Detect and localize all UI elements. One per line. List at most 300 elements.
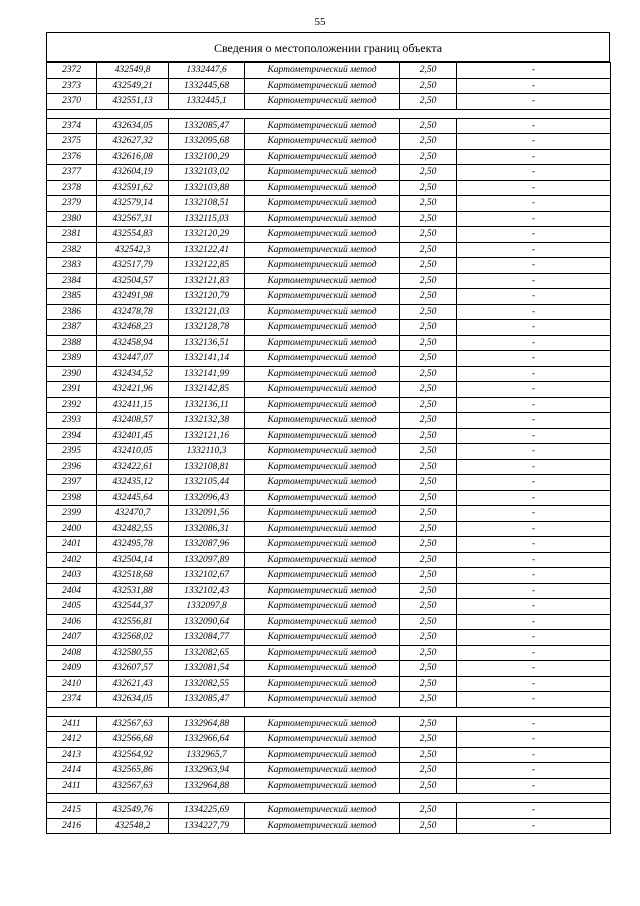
point-number-cell: 2396 bbox=[47, 459, 97, 475]
point-number-cell: 2386 bbox=[47, 304, 97, 320]
point-number-cell: 2406 bbox=[47, 614, 97, 630]
accuracy-cell: 2,50 bbox=[400, 778, 457, 794]
description-cell: - bbox=[457, 444, 611, 460]
accuracy-cell: 2,50 bbox=[400, 661, 457, 677]
accuracy-cell: 2,50 bbox=[400, 78, 457, 94]
description-cell: - bbox=[457, 716, 611, 732]
y-coordinate-cell: 1332115,03 bbox=[169, 211, 245, 227]
table-row bbox=[47, 258, 611, 274]
point-number-cell: 2381 bbox=[47, 227, 97, 243]
x-coordinate-cell: 432504,57 bbox=[97, 273, 169, 289]
method-cell: Картометрический метод bbox=[245, 583, 400, 599]
method-cell: Картометрический метод bbox=[245, 289, 400, 305]
accuracy-cell: 2,50 bbox=[400, 351, 457, 367]
y-coordinate-cell: 1332090,64 bbox=[169, 614, 245, 630]
accuracy-cell: 2,50 bbox=[400, 630, 457, 646]
accuracy-cell: 2,50 bbox=[400, 475, 457, 491]
description-cell: - bbox=[457, 459, 611, 475]
description-cell: - bbox=[457, 63, 611, 79]
point-number-cell: 2374 bbox=[47, 692, 97, 708]
method-cell: Картометрический метод bbox=[245, 803, 400, 819]
description-cell: - bbox=[457, 397, 611, 413]
x-coordinate-cell: 432504,14 bbox=[97, 552, 169, 568]
description-cell: - bbox=[457, 413, 611, 429]
table-row bbox=[47, 196, 611, 212]
x-coordinate-cell: 432470,7 bbox=[97, 506, 169, 522]
table-row bbox=[47, 149, 611, 165]
accuracy-cell: 2,50 bbox=[400, 165, 457, 181]
point-number-cell: 2399 bbox=[47, 506, 97, 522]
point-number-cell: 2411 bbox=[47, 716, 97, 732]
x-coordinate-cell: 432422,61 bbox=[97, 459, 169, 475]
x-coordinate-cell: 432401,45 bbox=[97, 428, 169, 444]
method-cell: Картометрический метод bbox=[245, 778, 400, 794]
table-row bbox=[47, 475, 611, 491]
x-coordinate-cell: 432616,08 bbox=[97, 149, 169, 165]
description-cell: - bbox=[457, 196, 611, 212]
method-cell: Картометрический метод bbox=[245, 335, 400, 351]
x-coordinate-cell: 432634,05 bbox=[97, 118, 169, 134]
method-cell: Картометрический метод bbox=[245, 506, 400, 522]
description-cell: - bbox=[457, 818, 611, 834]
coordinates-table bbox=[46, 62, 611, 834]
table-row bbox=[47, 397, 611, 413]
x-coordinate-cell: 432468,23 bbox=[97, 320, 169, 336]
method-cell: Картометрический метод bbox=[245, 273, 400, 289]
description-cell: - bbox=[457, 78, 611, 94]
point-number-cell: 2408 bbox=[47, 645, 97, 661]
x-coordinate-cell: 432565,86 bbox=[97, 763, 169, 779]
y-coordinate-cell: 1332120,79 bbox=[169, 289, 245, 305]
accuracy-cell: 2,50 bbox=[400, 537, 457, 553]
description-cell: - bbox=[457, 366, 611, 382]
description-cell: - bbox=[457, 320, 611, 336]
accuracy-cell: 2,50 bbox=[400, 521, 457, 537]
method-cell: Картометрический метод bbox=[245, 366, 400, 382]
y-coordinate-cell: 1332097,89 bbox=[169, 552, 245, 568]
description-cell: - bbox=[457, 568, 611, 584]
point-number-cell: 2375 bbox=[47, 134, 97, 150]
table-row bbox=[47, 716, 611, 732]
page-number: 55 bbox=[314, 16, 326, 28]
method-cell: Картометрический метод bbox=[245, 134, 400, 150]
method-cell: Картометрический метод bbox=[245, 732, 400, 748]
table-row bbox=[47, 521, 611, 537]
y-coordinate-cell: 1332132,38 bbox=[169, 413, 245, 429]
method-cell: Картометрический метод bbox=[245, 475, 400, 491]
accuracy-cell: 2,50 bbox=[400, 211, 457, 227]
accuracy-cell: 2,50 bbox=[400, 413, 457, 429]
y-coordinate-cell: 1332122,41 bbox=[169, 242, 245, 258]
method-cell: Картометрический метод bbox=[245, 645, 400, 661]
x-coordinate-cell: 432548,2 bbox=[97, 818, 169, 834]
table-row bbox=[47, 94, 611, 110]
description-cell: - bbox=[457, 490, 611, 506]
accuracy-cell: 2,50 bbox=[400, 428, 457, 444]
y-coordinate-cell: 1332964,88 bbox=[169, 716, 245, 732]
point-number-cell: 2398 bbox=[47, 490, 97, 506]
point-number-cell: 2407 bbox=[47, 630, 97, 646]
table-row bbox=[47, 459, 611, 475]
point-number-cell: 2380 bbox=[47, 211, 97, 227]
point-number-cell: 2385 bbox=[47, 289, 97, 305]
point-number-cell: 2397 bbox=[47, 475, 97, 491]
accuracy-cell: 2,50 bbox=[400, 366, 457, 382]
point-number-cell: 2393 bbox=[47, 413, 97, 429]
point-number-cell: 2401 bbox=[47, 537, 97, 553]
y-coordinate-cell: 1332096,43 bbox=[169, 490, 245, 506]
method-cell: Картометрический метод bbox=[245, 63, 400, 79]
accuracy-cell: 2,50 bbox=[400, 444, 457, 460]
y-coordinate-cell: 1332122,85 bbox=[169, 258, 245, 274]
y-coordinate-cell: 1332141,14 bbox=[169, 351, 245, 367]
y-coordinate-cell: 1332097,8 bbox=[169, 599, 245, 615]
method-cell: Картометрический метод bbox=[245, 428, 400, 444]
y-coordinate-cell: 1332966,64 bbox=[169, 732, 245, 748]
method-cell: Картометрический метод bbox=[245, 537, 400, 553]
y-coordinate-cell: 1332082,65 bbox=[169, 645, 245, 661]
table-row bbox=[47, 134, 611, 150]
table-row bbox=[47, 180, 611, 196]
description-cell: - bbox=[457, 552, 611, 568]
separator-cell bbox=[47, 707, 611, 716]
point-number-cell: 2410 bbox=[47, 676, 97, 692]
x-coordinate-cell: 432495,78 bbox=[97, 537, 169, 553]
description-cell: - bbox=[457, 537, 611, 553]
accuracy-cell: 2,50 bbox=[400, 94, 457, 110]
point-number-cell: 2383 bbox=[47, 258, 97, 274]
description-cell: - bbox=[457, 803, 611, 819]
table-row bbox=[47, 211, 611, 227]
table-row bbox=[47, 583, 611, 599]
method-cell: Картометрический метод bbox=[245, 599, 400, 615]
x-coordinate-cell: 432435,12 bbox=[97, 475, 169, 491]
description-cell: - bbox=[457, 583, 611, 599]
accuracy-cell: 2,50 bbox=[400, 459, 457, 475]
y-coordinate-cell: 1332963,94 bbox=[169, 763, 245, 779]
description-cell: - bbox=[457, 778, 611, 794]
table-row bbox=[47, 242, 611, 258]
table-row bbox=[47, 63, 611, 79]
accuracy-cell: 2,50 bbox=[400, 645, 457, 661]
method-cell: Картометрический метод bbox=[245, 661, 400, 677]
description-cell: - bbox=[457, 242, 611, 258]
accuracy-cell: 2,50 bbox=[400, 732, 457, 748]
method-cell: Картометрический метод bbox=[245, 320, 400, 336]
point-number-cell: 2390 bbox=[47, 366, 97, 382]
y-coordinate-cell: 1332082,55 bbox=[169, 676, 245, 692]
y-coordinate-cell: 1332108,81 bbox=[169, 459, 245, 475]
description-cell: - bbox=[457, 335, 611, 351]
table-row bbox=[47, 490, 611, 506]
point-number-cell: 2403 bbox=[47, 568, 97, 584]
x-coordinate-cell: 432604,19 bbox=[97, 165, 169, 181]
x-coordinate-cell: 432542,3 bbox=[97, 242, 169, 258]
table-row bbox=[47, 568, 611, 584]
x-coordinate-cell: 432580,55 bbox=[97, 645, 169, 661]
accuracy-cell: 2,50 bbox=[400, 273, 457, 289]
table-row bbox=[47, 289, 611, 305]
accuracy-cell: 2,50 bbox=[400, 716, 457, 732]
description-cell: - bbox=[457, 614, 611, 630]
point-number-cell: 2377 bbox=[47, 165, 97, 181]
table-row bbox=[47, 335, 611, 351]
table-row bbox=[47, 614, 611, 630]
description-cell: - bbox=[457, 227, 611, 243]
x-coordinate-cell: 432566,68 bbox=[97, 732, 169, 748]
point-number-cell: 2416 bbox=[47, 818, 97, 834]
x-coordinate-cell: 432445,64 bbox=[97, 490, 169, 506]
method-cell: Картометрический метод bbox=[245, 78, 400, 94]
method-cell: Картометрический метод bbox=[245, 676, 400, 692]
y-coordinate-cell: 1332091,56 bbox=[169, 506, 245, 522]
point-number-cell: 2414 bbox=[47, 763, 97, 779]
point-number-cell: 2395 bbox=[47, 444, 97, 460]
y-coordinate-cell: 1332965,7 bbox=[169, 747, 245, 763]
table-row bbox=[47, 661, 611, 677]
table-row bbox=[47, 552, 611, 568]
point-number-cell: 2415 bbox=[47, 803, 97, 819]
y-coordinate-cell: 1332102,43 bbox=[169, 583, 245, 599]
y-coordinate-cell: 1332100,29 bbox=[169, 149, 245, 165]
y-coordinate-cell: 1332108,51 bbox=[169, 196, 245, 212]
description-cell: - bbox=[457, 94, 611, 110]
table-row bbox=[47, 273, 611, 289]
point-number-cell: 2388 bbox=[47, 335, 97, 351]
point-number-cell: 2409 bbox=[47, 661, 97, 677]
method-cell: Картометрический метод bbox=[245, 630, 400, 646]
table-row bbox=[47, 351, 611, 367]
y-coordinate-cell: 1332121,16 bbox=[169, 428, 245, 444]
y-coordinate-cell: 1332110,3 bbox=[169, 444, 245, 460]
accuracy-cell: 2,50 bbox=[400, 258, 457, 274]
accuracy-cell: 2,50 bbox=[400, 382, 457, 398]
point-number-cell: 2374 bbox=[47, 118, 97, 134]
method-cell: Картометрический метод bbox=[245, 382, 400, 398]
method-cell: Картометрический метод bbox=[245, 165, 400, 181]
table-row bbox=[47, 537, 611, 553]
y-coordinate-cell: 1332081,54 bbox=[169, 661, 245, 677]
accuracy-cell: 2,50 bbox=[400, 134, 457, 150]
description-cell: - bbox=[457, 118, 611, 134]
contour-separator-row bbox=[47, 707, 611, 716]
point-number-cell: 2412 bbox=[47, 732, 97, 748]
point-number-cell: 2378 bbox=[47, 180, 97, 196]
x-coordinate-cell: 432478,78 bbox=[97, 304, 169, 320]
point-number-cell: 2379 bbox=[47, 196, 97, 212]
contour-separator-row bbox=[47, 794, 611, 803]
description-cell: - bbox=[457, 645, 611, 661]
x-coordinate-cell: 432518,68 bbox=[97, 568, 169, 584]
method-cell: Картометрический метод bbox=[245, 614, 400, 630]
x-coordinate-cell: 432434,52 bbox=[97, 366, 169, 382]
x-coordinate-cell: 432607,57 bbox=[97, 661, 169, 677]
method-cell: Картометрический метод bbox=[245, 490, 400, 506]
description-cell: - bbox=[457, 258, 611, 274]
y-coordinate-cell: 1332142,85 bbox=[169, 382, 245, 398]
table-row bbox=[47, 366, 611, 382]
point-number-cell: 2392 bbox=[47, 397, 97, 413]
x-coordinate-cell: 432549,8 bbox=[97, 63, 169, 79]
x-coordinate-cell: 432567,63 bbox=[97, 716, 169, 732]
accuracy-cell: 2,50 bbox=[400, 304, 457, 320]
x-coordinate-cell: 432549,21 bbox=[97, 78, 169, 94]
x-coordinate-cell: 432544,37 bbox=[97, 599, 169, 615]
table-row bbox=[47, 413, 611, 429]
table-row bbox=[47, 818, 611, 834]
y-coordinate-cell: 1332102,67 bbox=[169, 568, 245, 584]
table-row bbox=[47, 676, 611, 692]
x-coordinate-cell: 432410,05 bbox=[97, 444, 169, 460]
point-number-cell: 2405 bbox=[47, 599, 97, 615]
description-cell: - bbox=[457, 428, 611, 444]
method-cell: Картометрический метод bbox=[245, 413, 400, 429]
method-cell: Картометрический метод bbox=[245, 763, 400, 779]
point-number-cell: 2370 bbox=[47, 94, 97, 110]
x-coordinate-cell: 432482,55 bbox=[97, 521, 169, 537]
x-coordinate-cell: 432458,94 bbox=[97, 335, 169, 351]
table-row bbox=[47, 227, 611, 243]
accuracy-cell: 2,50 bbox=[400, 599, 457, 615]
method-cell: Картометрический метод bbox=[245, 692, 400, 708]
accuracy-cell: 2,50 bbox=[400, 568, 457, 584]
accuracy-cell: 2,50 bbox=[400, 335, 457, 351]
y-coordinate-cell: 1332086,31 bbox=[169, 521, 245, 537]
separator-cell bbox=[47, 794, 611, 803]
method-cell: Картометрический метод bbox=[245, 397, 400, 413]
accuracy-cell: 2,50 bbox=[400, 227, 457, 243]
x-coordinate-cell: 432567,31 bbox=[97, 211, 169, 227]
y-coordinate-cell: 1332447,6 bbox=[169, 63, 245, 79]
x-coordinate-cell: 432411,15 bbox=[97, 397, 169, 413]
point-number-cell: 2400 bbox=[47, 521, 97, 537]
point-number-cell: 2389 bbox=[47, 351, 97, 367]
description-cell: - bbox=[457, 289, 611, 305]
x-coordinate-cell: 432568,02 bbox=[97, 630, 169, 646]
method-cell: Картометрический метод bbox=[245, 459, 400, 475]
y-coordinate-cell: 1332128,78 bbox=[169, 320, 245, 336]
accuracy-cell: 2,50 bbox=[400, 583, 457, 599]
y-coordinate-cell: 1332103,88 bbox=[169, 180, 245, 196]
y-coordinate-cell: 1332085,47 bbox=[169, 692, 245, 708]
y-coordinate-cell: 1334227,79 bbox=[169, 818, 245, 834]
table-row bbox=[47, 763, 611, 779]
method-cell: Картометрический метод bbox=[245, 149, 400, 165]
y-coordinate-cell: 1332964,88 bbox=[169, 778, 245, 794]
accuracy-cell: 2,50 bbox=[400, 397, 457, 413]
table-row bbox=[47, 630, 611, 646]
y-coordinate-cell: 1332087,96 bbox=[169, 537, 245, 553]
y-coordinate-cell: 1332445,1 bbox=[169, 94, 245, 110]
description-cell: - bbox=[457, 211, 611, 227]
method-cell: Картометрический метод bbox=[245, 118, 400, 134]
y-coordinate-cell: 1332136,51 bbox=[169, 335, 245, 351]
description-cell: - bbox=[457, 747, 611, 763]
accuracy-cell: 2,50 bbox=[400, 180, 457, 196]
x-coordinate-cell: 432564,92 bbox=[97, 747, 169, 763]
table-row bbox=[47, 506, 611, 522]
x-coordinate-cell: 432579,14 bbox=[97, 196, 169, 212]
y-coordinate-cell: 1332095,68 bbox=[169, 134, 245, 150]
x-coordinate-cell: 432531,88 bbox=[97, 583, 169, 599]
method-cell: Картометрический метод bbox=[245, 180, 400, 196]
point-number-cell: 2411 bbox=[47, 778, 97, 794]
method-cell: Картометрический метод bbox=[245, 351, 400, 367]
method-cell: Картометрический метод bbox=[245, 94, 400, 110]
description-cell: - bbox=[457, 351, 611, 367]
x-coordinate-cell: 432591,62 bbox=[97, 180, 169, 196]
accuracy-cell: 2,50 bbox=[400, 63, 457, 79]
description-cell: - bbox=[457, 630, 611, 646]
point-number-cell: 2384 bbox=[47, 273, 97, 289]
y-coordinate-cell: 1332121,83 bbox=[169, 273, 245, 289]
point-number-cell: 2382 bbox=[47, 242, 97, 258]
description-cell: - bbox=[457, 475, 611, 491]
accuracy-cell: 2,50 bbox=[400, 692, 457, 708]
table-row bbox=[47, 778, 611, 794]
table-row bbox=[47, 165, 611, 181]
description-cell: - bbox=[457, 134, 611, 150]
y-coordinate-cell: 1332103,02 bbox=[169, 165, 245, 181]
method-cell: Картометрический метод bbox=[245, 196, 400, 212]
accuracy-cell: 2,50 bbox=[400, 242, 457, 258]
method-cell: Картометрический метод bbox=[245, 818, 400, 834]
accuracy-cell: 2,50 bbox=[400, 747, 457, 763]
description-cell: - bbox=[457, 732, 611, 748]
point-number-cell: 2413 bbox=[47, 747, 97, 763]
accuracy-cell: 2,50 bbox=[400, 289, 457, 305]
x-coordinate-cell: 432551,13 bbox=[97, 94, 169, 110]
point-number-cell: 2402 bbox=[47, 552, 97, 568]
x-coordinate-cell: 432634,05 bbox=[97, 692, 169, 708]
description-cell: - bbox=[457, 165, 611, 181]
accuracy-cell: 2,50 bbox=[400, 196, 457, 212]
table-row bbox=[47, 803, 611, 819]
method-cell: Картометрический метод bbox=[245, 521, 400, 537]
description-cell: - bbox=[457, 149, 611, 165]
point-number-cell: 2394 bbox=[47, 428, 97, 444]
table-row bbox=[47, 645, 611, 661]
table-row bbox=[47, 304, 611, 320]
y-coordinate-cell: 1332105,44 bbox=[169, 475, 245, 491]
table-row bbox=[47, 599, 611, 615]
method-cell: Картометрический метод bbox=[245, 747, 400, 763]
y-coordinate-cell: 1334225,69 bbox=[169, 803, 245, 819]
description-cell: - bbox=[457, 599, 611, 615]
method-cell: Картометрический метод bbox=[245, 716, 400, 732]
accuracy-cell: 2,50 bbox=[400, 506, 457, 522]
table-row bbox=[47, 428, 611, 444]
accuracy-cell: 2,50 bbox=[400, 320, 457, 336]
description-cell: - bbox=[457, 180, 611, 196]
table-row bbox=[47, 118, 611, 134]
point-number-cell: 2376 bbox=[47, 149, 97, 165]
boundary-sheet bbox=[46, 32, 610, 834]
x-coordinate-cell: 432621,43 bbox=[97, 676, 169, 692]
point-number-cell: 2391 bbox=[47, 382, 97, 398]
table-row bbox=[47, 692, 611, 708]
method-cell: Картометрический метод bbox=[245, 568, 400, 584]
x-coordinate-cell: 432556,81 bbox=[97, 614, 169, 630]
contour-separator-row bbox=[47, 109, 611, 118]
y-coordinate-cell: 1332085,47 bbox=[169, 118, 245, 134]
table-row bbox=[47, 747, 611, 763]
method-cell: Картометрический метод bbox=[245, 258, 400, 274]
point-number-cell: 2373 bbox=[47, 78, 97, 94]
y-coordinate-cell: 1332120,29 bbox=[169, 227, 245, 243]
table-row bbox=[47, 444, 611, 460]
x-coordinate-cell: 432549,76 bbox=[97, 803, 169, 819]
